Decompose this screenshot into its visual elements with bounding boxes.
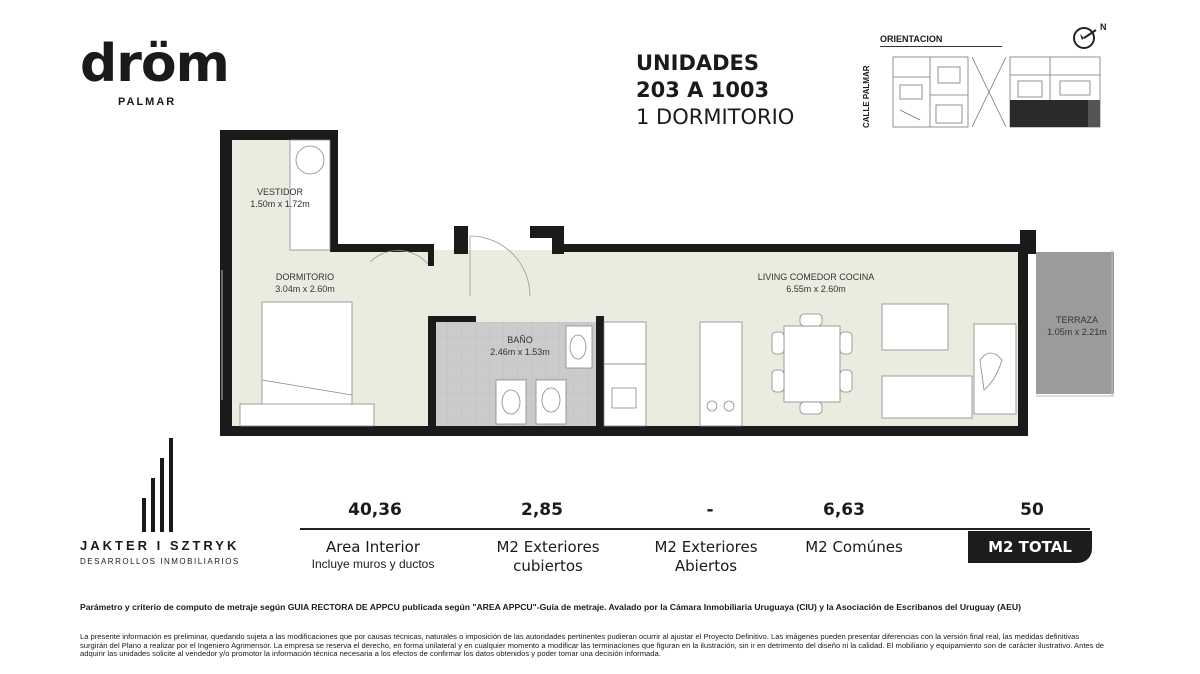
stat-ext-abiertos-label: M2 Exteriores Abiertos — [654, 538, 758, 575]
room-dormitorio-size: 3.04m x 2.60m — [275, 284, 335, 294]
room-living-name: LIVING COMEDOR COCINA — [757, 272, 875, 282]
developer-subtitle: DESARROLLOS INMOBILIARIOS — [80, 557, 240, 566]
disclaimer-text: La presente información es preliminar, quedando sujeta a las modificaciones que por causas técnicas, naturales o imposición de las autoridades pertinentes pudieran ocurrir al ajustar el Proyecto Definitivo. Las imágenes pueden presentar diferencias con la versión final real, las medidas definitivas surgirán del Plano a realizar por el Ingeniero Agrimensor. La empresa se reserva el derecho, en forma unilateral y en cualquier momento a modificar las terminaciones que figuran en la ilustración, sin ir en detrimento del diseño ni la calidad. El mobiliario y equipamiento son de carácter ilustrativo. Antes de adquirir las unidades solicite al vendedor y/o promotor la información técnica necesaria a los efectos de confirmar los datos obtenidos y poder tomar una decisión informada. — [80, 632, 1105, 659]
room-vestidor — [244, 186, 316, 210]
stat-comunes-value: 6,63 — [823, 500, 865, 520]
criteria-note: Parámetro y criterio de computo de metraje según GUIA RECTORA DE APPCU publicada según "AREA APPCU"-Guía de metraje. Avalado por la Cámara Inmobiliaria Uruguaya (CIU) y la Asociación de Escribanos del Uruguay (AEU) — [80, 602, 1021, 612]
room-living — [746, 271, 886, 295]
room-vestidor-name: VESTIDOR — [256, 187, 303, 197]
room-dormitorio-name: DORMITORIO — [275, 272, 335, 282]
stat-ext-cubiertos-value: 2,85 — [521, 500, 563, 520]
street-label: CALLE PALMAR — [862, 65, 871, 128]
jakter-bars-logo — [140, 438, 176, 534]
units-heading: UNIDADES — [636, 51, 760, 75]
room-bano-name: BAÑO — [507, 335, 533, 345]
room-bano — [484, 334, 556, 358]
bed — [262, 302, 352, 406]
room-vestidor-size: 1.50m x 1.72m — [250, 199, 310, 209]
total-badge: M2 TOTAL — [968, 531, 1092, 563]
room-terraza — [1040, 314, 1114, 338]
drom-logo-subtitle: PALMAR — [118, 96, 177, 108]
room-living-size: 6.55m x 2.60m — [786, 284, 846, 294]
stat-comunes-label: M2 Comúnes — [805, 538, 903, 556]
room-bano-size: 2.46m x 1.53m — [490, 347, 550, 357]
developer-name: JAKTER I SZTRYK — [80, 538, 240, 553]
room-terraza-size: 1.05m x 2.21m — [1047, 327, 1107, 337]
stat-area-interior-note: Incluye muros y ductos — [311, 557, 435, 571]
room-dormitorio — [262, 271, 348, 295]
units-type: 1 DORMITORIO — [636, 105, 795, 129]
units-range: 203 A 1003 — [636, 78, 770, 102]
orientation-label: ORIENTACION — [880, 34, 943, 44]
drom-logo: dröm — [80, 34, 229, 94]
room-terraza-name: TERRAZA — [1055, 315, 1098, 325]
stat-ext-abiertos-value: - — [706, 500, 714, 520]
north-label: N — [1100, 22, 1107, 32]
stat-ext-cubiertos-label: M2 Exteriores cubiertos — [496, 538, 600, 575]
stat-area-interior-value: 40,36 — [348, 500, 402, 520]
stat-total-value: 50 — [1020, 500, 1044, 520]
stat-area-interior-label: Area Interior — [325, 538, 420, 556]
stats-divider — [300, 528, 1090, 530]
